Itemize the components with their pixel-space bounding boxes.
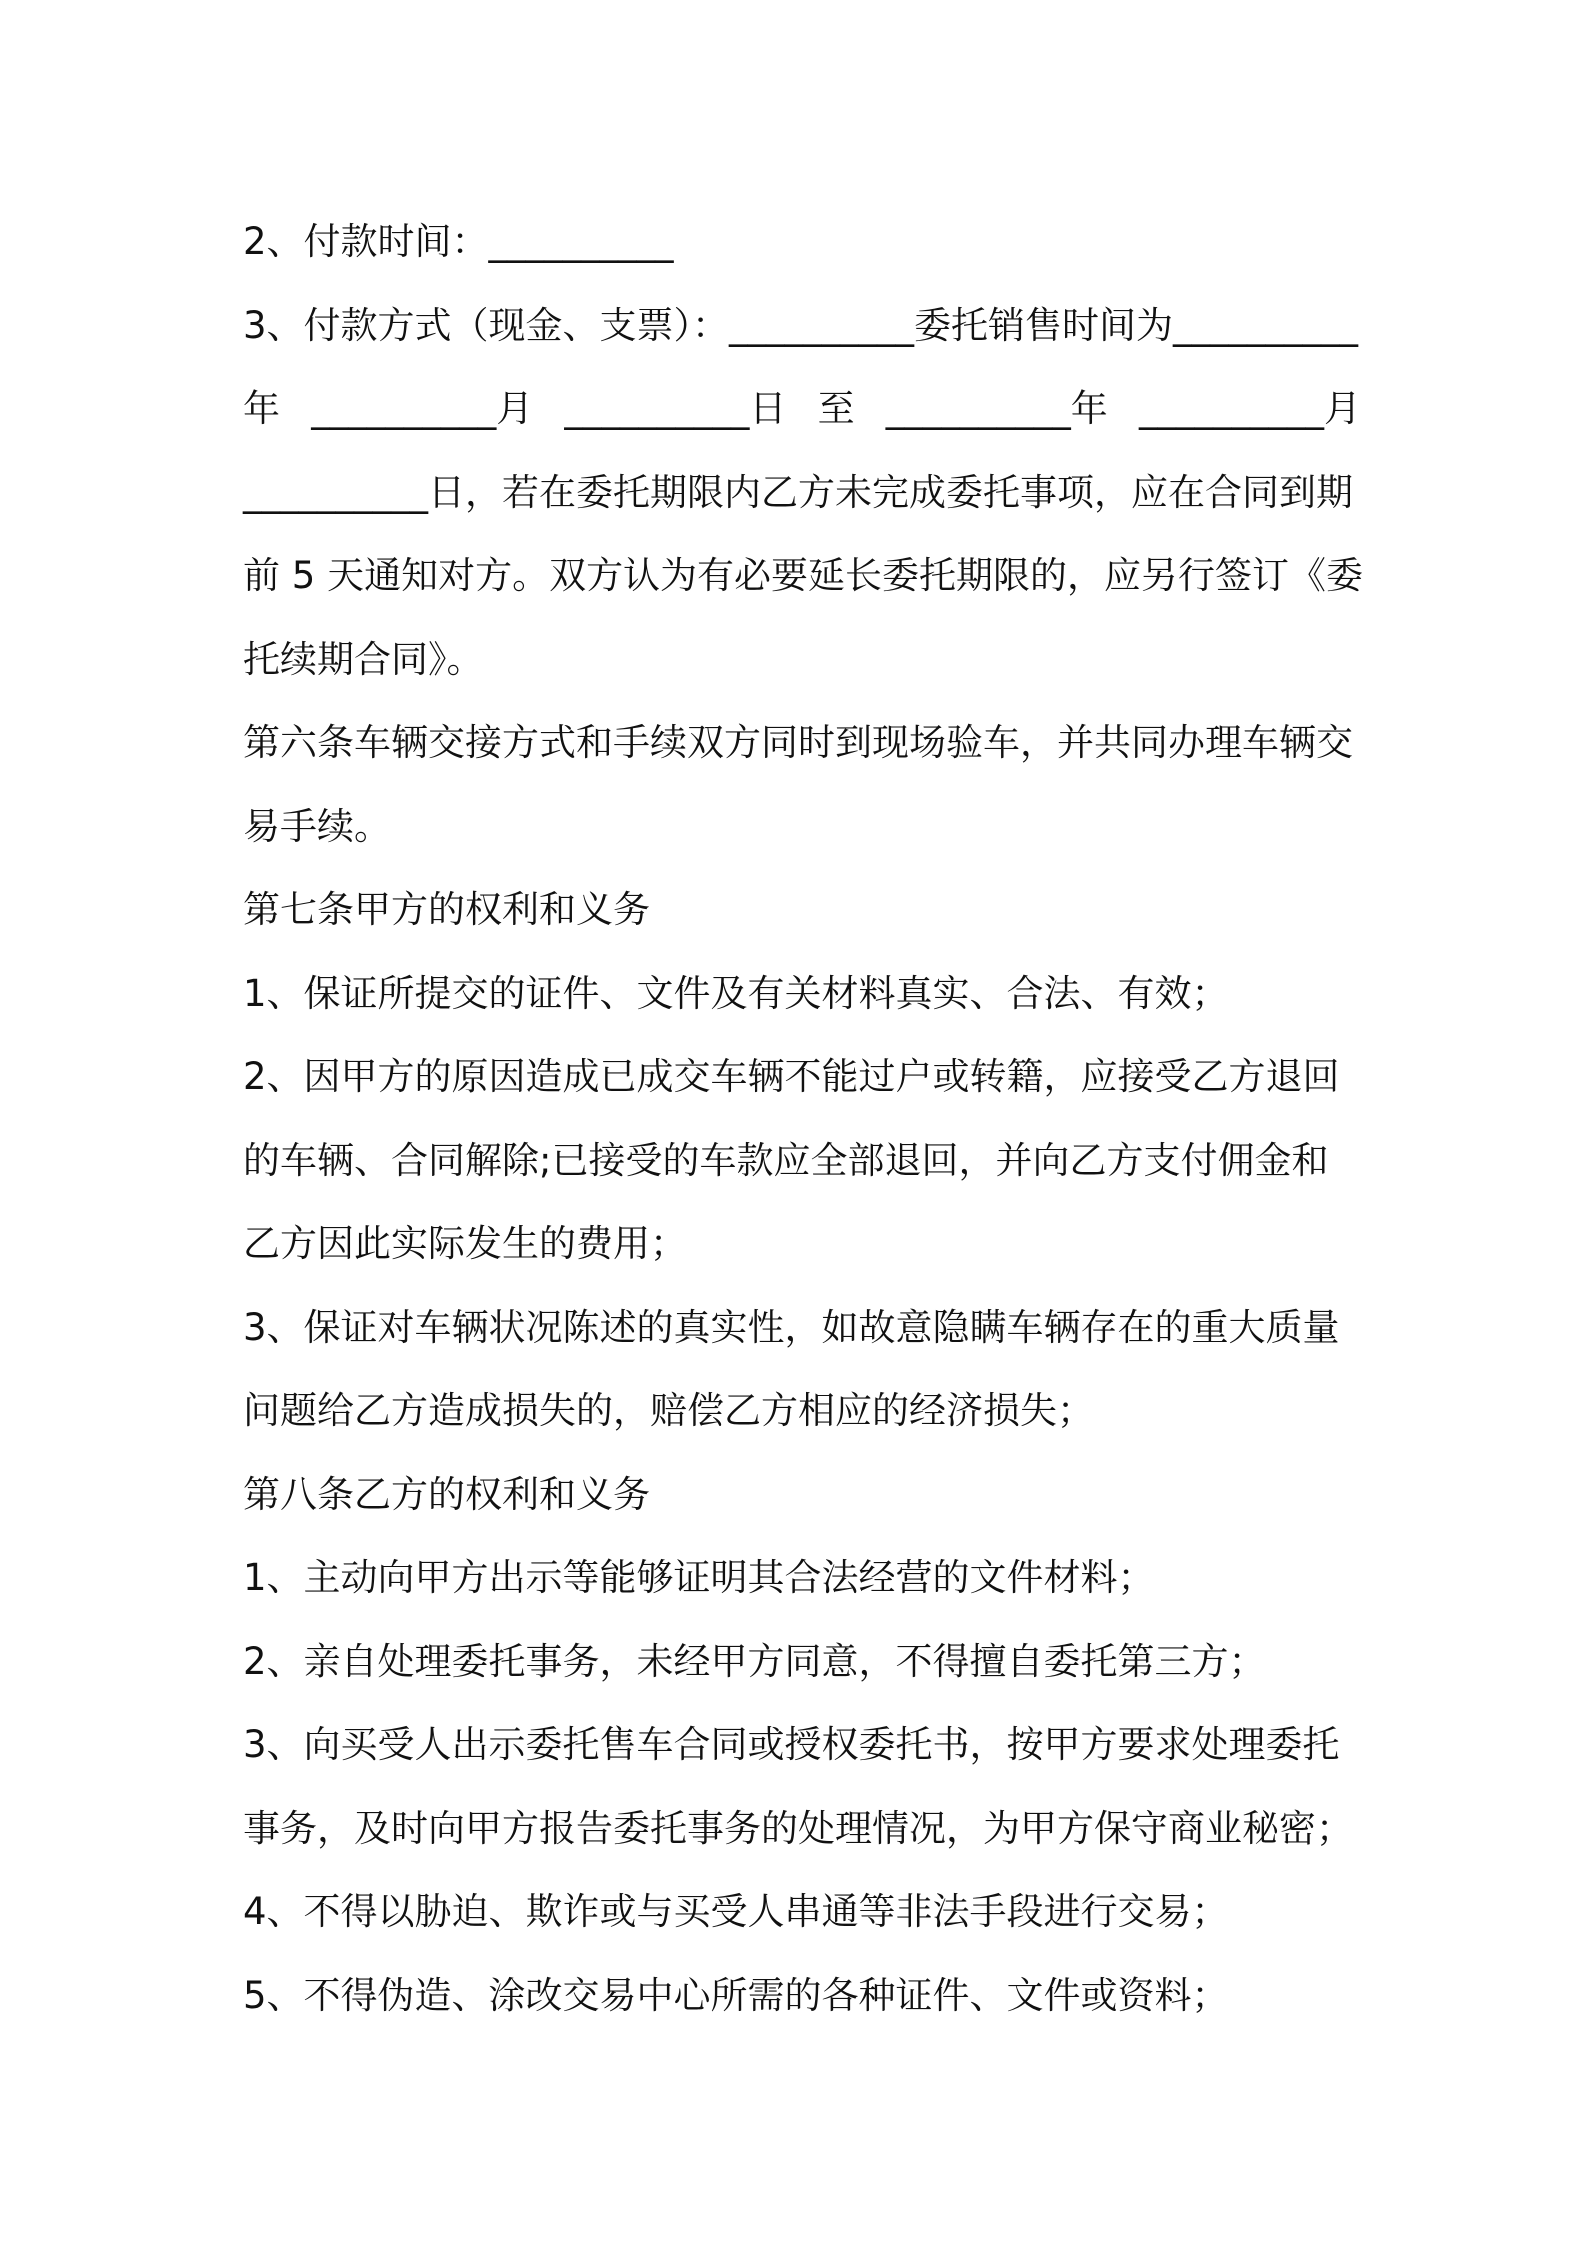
list-item: 4、不得以胁迫、欺诈或与买受人串通等非法手段进行交易； bbox=[243, 1890, 1229, 1933]
list-item: 1、主动向甲方出示等能够证明其合法经营的文件材料； bbox=[243, 1556, 1155, 1599]
list-item: 1、保证所提交的证件、文件及有关材料真实、合法、有效； bbox=[243, 971, 1229, 1015]
list-item: 2、亲自处理委托事务，未经甲方同意，不得擅自委托第三方； bbox=[243, 1639, 1266, 1683]
paragraph-line: 问题给乙方造成损失的，赔偿乙方相应的经济损失； bbox=[243, 1389, 1094, 1432]
paragraph-line: 托续期合同》。 bbox=[243, 637, 484, 681]
payment-time-line: 2、付款时间：__________ bbox=[243, 220, 674, 263]
contract-text bbox=[243, 200, 1364, 2037]
date-row-end-month-blank: __________月 bbox=[1138, 387, 1361, 430]
payment-method-line: 3、付款方式（现金、支票）：__________委托销售时间为__________ bbox=[243, 303, 1359, 347]
paragraph-line: 事务，及时向甲方报告委托事务的处理情况，为甲方保守商业秘密； bbox=[243, 1806, 1353, 1850]
date-row-month-blank: __________月 bbox=[311, 387, 534, 430]
paragraph-line: 乙方因此实际发生的费用； bbox=[243, 1222, 687, 1265]
article-eight-heading: 第八条乙方的权利和义务 bbox=[243, 1472, 650, 1516]
list-item: 3、向买受人出示委托售车合同或授权委托书，按甲方要求处理委托 bbox=[243, 1723, 1340, 1766]
date-row-day-blank: __________日 bbox=[564, 387, 787, 430]
date-row-year-label: 年 bbox=[243, 387, 280, 430]
article-seven-heading: 第七条甲方的权利和义务 bbox=[243, 888, 650, 931]
list-item: 3、保证对车辆状况陈述的真实性，如故意隐瞒车辆存在的重大质量 bbox=[243, 1305, 1340, 1349]
paragraph-line: 易手续。 bbox=[243, 804, 391, 848]
date-row-to-label: 至 bbox=[817, 387, 855, 430]
list-item: 2、因甲方的原因造成已成交车辆不能过户或转籍，应接受乙方退回 bbox=[243, 1055, 1340, 1098]
article-six-line: 第六条车辆交接方式和手续双方同时到现场验车，并共同办理车辆交 bbox=[243, 721, 1353, 764]
paragraph-line: __________日，若在委托期限内乙方未完成委托事项，应在合同到期 bbox=[243, 470, 1353, 514]
date-range-line bbox=[243, 367, 1361, 451]
paragraph-line: 前 5 天通知对方。双方认为有必要延长委托期限的，应另行签订《委 bbox=[243, 554, 1364, 597]
date-row-end-year-blank: __________年 bbox=[885, 387, 1108, 430]
paragraph-line: 的车辆、合同解除;已接受的车款应全部退回，并向乙方支付佣金和 bbox=[243, 1138, 1329, 1182]
list-item: 5、不得伪造、涂改交易中心所需的各种证件、文件或资料； bbox=[243, 1973, 1229, 2017]
